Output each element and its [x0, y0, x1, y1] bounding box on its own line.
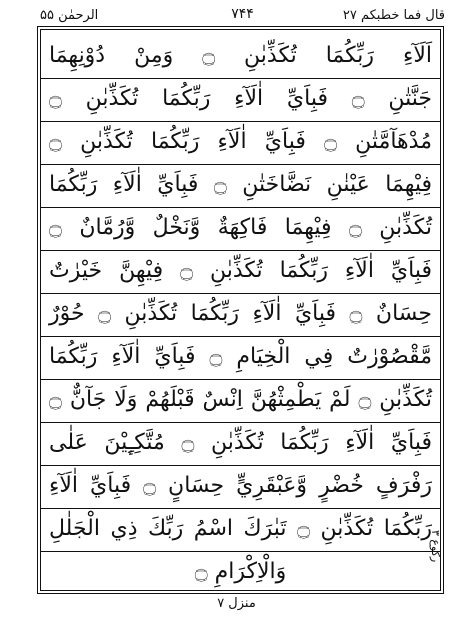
- text-line-11: رَفْرَفٍ خُضْرٍ وَّعَبْقَرِيٍّ حِسَانٍ ۝ فَبِاَيِّ اٰلَآءِ: [49, 473, 432, 498]
- text-line-5: تُكَذِّبٰنِ ۝ فِيْهِمَا فَاكِهَةٌ وَّنَخْلٌ وَّرُمَّانٌ ۝: [49, 215, 432, 240]
- page-header: [40, 6, 445, 28]
- text-line-2: جَنَّتٰنِ ۝ فَبِاَيِّ اٰلَآءِ رَبِّكُمَا تُكَذِّبٰنِ ۝: [49, 86, 432, 111]
- text-line-4: فِيْهِمَا عَيْنٰنِ نَضَّاخَتٰنِ ۝ فَبِاَيِّ اٰلَآءِ رَبِّكُمَا: [49, 172, 432, 197]
- text-line-10: فَبِاَيِّ اٰلَآءِ رَبِّكُمَا تُكَذِّبٰنِ ۝ مُتَّكِـِٕيْنَ عَلٰى: [49, 430, 432, 455]
- juz-name: قال فما خطبکم ۲۷: [342, 8, 445, 23]
- text-line-8: مَّقْصُوْرٰتٌ فِي الْخِيَامِ ۝ فَبِاَيِّ اٰلَآءِ رَبِّكُمَا: [49, 344, 432, 369]
- page-number: ۷۴۴: [231, 6, 254, 22]
- text-line-9: تُكَذِّبٰنِ ۝ لَمْ يَطْمِثْهُنَّ اِنْسٌ قَبْلَهُمْ وَلَا جَآنٌّ ۝: [49, 387, 432, 412]
- text-line-7: حِسَانٌ ۝ فَبِاَيِّ اٰلَآءِ رَبِّكُمَا تُكَذِّبٰنِ ۝ حُوْرٌ: [49, 301, 432, 326]
- text-frame: [37, 26, 444, 594]
- text-line-13: وَالْاِكْرَامِ ۝: [194, 559, 287, 584]
- manzil-marker: منزل ۷: [217, 596, 256, 611]
- ruku-marker: ركوع ۳: [429, 530, 442, 563]
- text-line-3: مُدْهَآمَّتٰنِ ۝ فَبِاَيِّ اٰلَآءِ رَبِّكُمَا تُكَذِّبٰنِ ۝: [49, 129, 432, 154]
- text-line-1: اَلَآءِ رَبِّكُمَا تُكَذِّبٰنِ ۝ وَمِنْ دُوْنِهِمَا: [49, 43, 433, 68]
- surah-name: الرحمٰن ۵۵: [40, 8, 99, 23]
- text-line-6: فَبِاَيِّ اٰلَآءِ رَبِّكُمَا تُكَذِّبٰنِ ۝ فِيْهِنَّ خَيْرٰتٌ: [49, 258, 432, 283]
- text-line-12: رَبِّكُمَا تُكَذِّبٰنِ ۝ تَبٰرَكَ اسْمُ رَبِّكَ ذِي الْجَلٰلِ: [49, 516, 433, 541]
